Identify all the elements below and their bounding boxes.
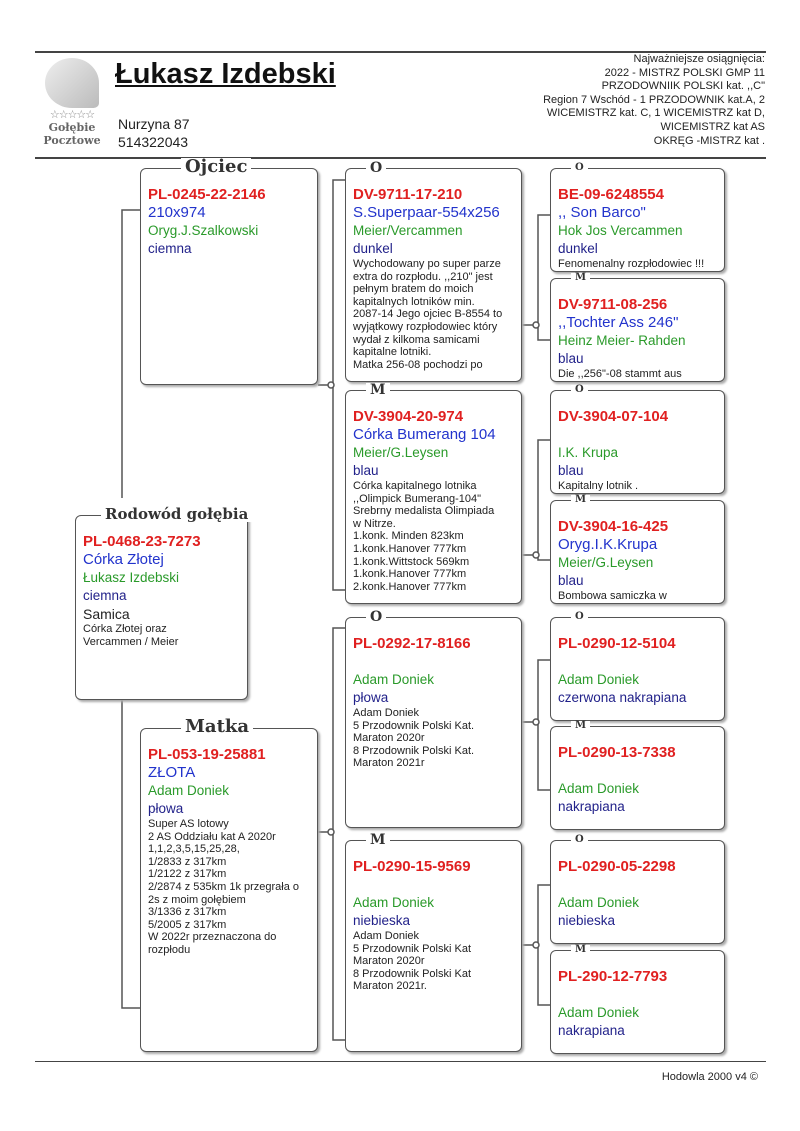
description: Córka kapitalnego lotnika ,,Olimpick Bumerang-104" Srebrny medalista Olimpiada w Nitrze. 1.konk. Minden 823km 1.konk.Hanover 777km 1.konk.Wittstock 569km 1.konk.Hanover 777km 2.konk.Hanover 777km: [353, 480, 495, 593]
card-label: M: [571, 721, 590, 731]
ring-number: BE-09-6248554: [558, 186, 664, 203]
father-card: [140, 156, 318, 385]
color: płowa: [148, 801, 184, 816]
color: niebieska: [353, 913, 411, 928]
pigeon-name: ,,Tochter Ass 246": [558, 314, 679, 331]
color: blau: [353, 463, 379, 478]
card-label: O: [366, 161, 386, 175]
pigeon-name: ZŁOTA: [148, 764, 196, 781]
gen2-father-card: [345, 609, 522, 828]
achievement-line: PRZODOWNIIK POLSKI kat. ,,C": [601, 80, 765, 93]
phone: 514322043: [118, 134, 189, 150]
description: Adam Doniek 5 Przodownik Polski Kat. Maraton 2020r 8 Przodownik Polski Kat. Maraton 2021r: [353, 707, 475, 770]
gen2-father-card: [345, 160, 522, 382]
card-label: O: [571, 163, 588, 173]
breeder: Heinz Meier- Rahden: [558, 333, 686, 348]
logo-text-2: Pocztowe: [43, 134, 101, 147]
ring-number: PL-053-19-25881: [148, 746, 266, 763]
gen3-mother-card: [550, 720, 725, 830]
description: Kapitalny lotnik .: [558, 480, 639, 491]
pigeon-name: Córka Bumerang 104: [353, 426, 496, 443]
achievement-line: WICEMISTRZ kat AS: [660, 120, 765, 133]
pigeon-name: Córka Złotej: [83, 551, 164, 568]
stars-icon: ☆☆☆☆☆: [49, 108, 95, 121]
ring-number: PL-0292-17-8166: [353, 635, 471, 652]
card-label: M: [571, 945, 590, 955]
ring-number: PL-290-12-7793: [558, 968, 668, 985]
color: ciemna: [148, 241, 192, 256]
breeder: I.K. Krupa: [558, 445, 619, 460]
breeder: Meier/Vercammen: [353, 223, 463, 238]
achievements-title: Najważniejsze osiągnięcia:: [633, 53, 765, 65]
achievement-line: WICEMISTRZ kat. C, 1 WICEMISTRZ kat D,: [546, 107, 765, 120]
description: Wychodowany po super parze extra do rozpłodu. ,,210" jest pełnym bratem do moich kapitalnych lotników min. 2087-14 Jego ojciec B-8554 to wyjątkowy rozpłodowiec który wydał z kilkoma samicami kapitalne lotniki. Matka 256-08 pochodzi po: [353, 258, 503, 371]
logo-text-1: Gołębie: [48, 121, 96, 134]
ring-number: PL-0245-22-2146: [148, 186, 266, 203]
footer-divider: [35, 1061, 766, 1062]
sex: Samica: [83, 606, 130, 622]
pigeon-name: 210x974: [148, 204, 206, 221]
pigeon-name: ,, Son Barco": [558, 204, 646, 221]
gen2-mother-card: [345, 382, 522, 604]
breeder: Adam Doniek: [148, 783, 230, 798]
breeder: Adam Doniek: [558, 1005, 640, 1020]
description: Fenomenalny rozpłodowiec !!!: [558, 258, 705, 269]
card-label: O: [571, 385, 588, 395]
breeder: Adam Doniek: [558, 895, 640, 910]
ring-number: DV-9711-08-256: [558, 296, 668, 313]
ring-number: PL-0468-23-7273: [83, 533, 201, 550]
footer-credit: Hodowla 2000 v4 ©: [661, 1071, 758, 1083]
card-label: O: [571, 835, 588, 845]
achievement-line: OKRĘG -MISTRZ kat .: [653, 134, 765, 147]
gen3-mother-card: [550, 494, 725, 604]
color: nakrapiana: [558, 799, 625, 814]
breeder-name: Łukasz Izdebski: [115, 58, 336, 90]
color: blau: [558, 573, 584, 588]
ring-number: DV-3904-16-425: [558, 518, 669, 535]
breeder: Meier/G.Leysen: [353, 445, 449, 460]
description: Bombowa samiczka w: [558, 590, 667, 601]
gen2-mother-card: [345, 832, 522, 1052]
description: Córka Złotej oraz Vercammen / Meier: [83, 623, 179, 648]
color: nakrapiana: [558, 1023, 625, 1038]
ring-number: PL-0290-05-2298: [558, 858, 676, 875]
color: blau: [558, 351, 584, 366]
ring-number: PL-0290-13-7338: [558, 744, 676, 761]
description: Super AS lotowy 2 AS Oddziału kat A 2020r 1,1,2,3,5,15,25,28, 1/2833 z 317km 1/2122 z 317km 2/2874 z 535km 1k przegrała o 2s z moim gołębiem 3/1336 z 317km 5/2005 z 317km W 2022r przeznaczona do rozpłodu: [148, 818, 300, 956]
pigeon-name: Oryg.I.K.Krupa: [558, 536, 658, 553]
pigeon-card: [75, 505, 249, 700]
gen3-father-card: [550, 611, 725, 721]
breeder: Adam Doniek: [353, 672, 435, 687]
color: dunkel: [558, 241, 598, 256]
achievement-line: Region 7 Wschód - 1 PRZODOWNIK kat.A, 2: [543, 93, 765, 106]
breeder: Hok Jos Vercammen: [558, 223, 683, 238]
card-label: M: [571, 495, 590, 505]
color: płowa: [353, 690, 389, 705]
breeder: Oryg.J.Szalkowski: [148, 223, 259, 238]
gen3-mother-card: [550, 272, 725, 382]
card-label: M: [366, 383, 390, 397]
ring-number: DV-9711-17-210: [353, 186, 463, 203]
address: Nurzyna 87: [118, 116, 190, 132]
description: Die ,,256"-08 stammt aus: [558, 368, 682, 379]
pigeon-name: S.Superpaar-554x256: [353, 204, 500, 221]
gen3-father-card: [550, 384, 725, 494]
card-label: O: [366, 610, 386, 624]
ring-number: PL-0290-12-5104: [558, 635, 676, 652]
mother-card: [140, 716, 318, 1052]
color: ciemna: [83, 588, 127, 603]
card-label: Ojciec: [181, 158, 251, 176]
description: Adam Doniek 5 Przodownik Polski Kat Maraton 2020r 8 Przodownik Polski Kat Maraton 2021r.: [353, 930, 471, 993]
breeder: Adam Doniek: [558, 781, 640, 796]
color: niebieska: [558, 913, 616, 928]
ring-number: DV-3904-20-974: [353, 408, 464, 425]
card-label: Rodowód gołębia: [101, 507, 252, 522]
gen3-mother-card: [550, 944, 725, 1054]
card-label: O: [571, 612, 588, 622]
color: dunkel: [353, 241, 393, 256]
gen3-father-card: [550, 162, 725, 272]
color: czerwona nakrapiana: [558, 690, 687, 705]
card-label: M: [366, 833, 390, 847]
breeder: Adam Doniek: [353, 895, 435, 910]
ring-number: DV-3904-07-104: [558, 408, 669, 425]
breeder: Meier/G.Leysen: [558, 555, 654, 570]
breeder: Łukasz Izdebski: [83, 570, 180, 585]
breeder: Adam Doniek: [558, 672, 640, 687]
gen3-father-card: [550, 834, 725, 944]
ring-number: PL-0290-15-9569: [353, 858, 471, 875]
card-label: Matka: [181, 718, 253, 736]
card-label: M: [571, 273, 590, 283]
color: blau: [558, 463, 584, 478]
achievement-line: 2022 - MISTRZ POLSKI GMP 11: [604, 66, 765, 79]
